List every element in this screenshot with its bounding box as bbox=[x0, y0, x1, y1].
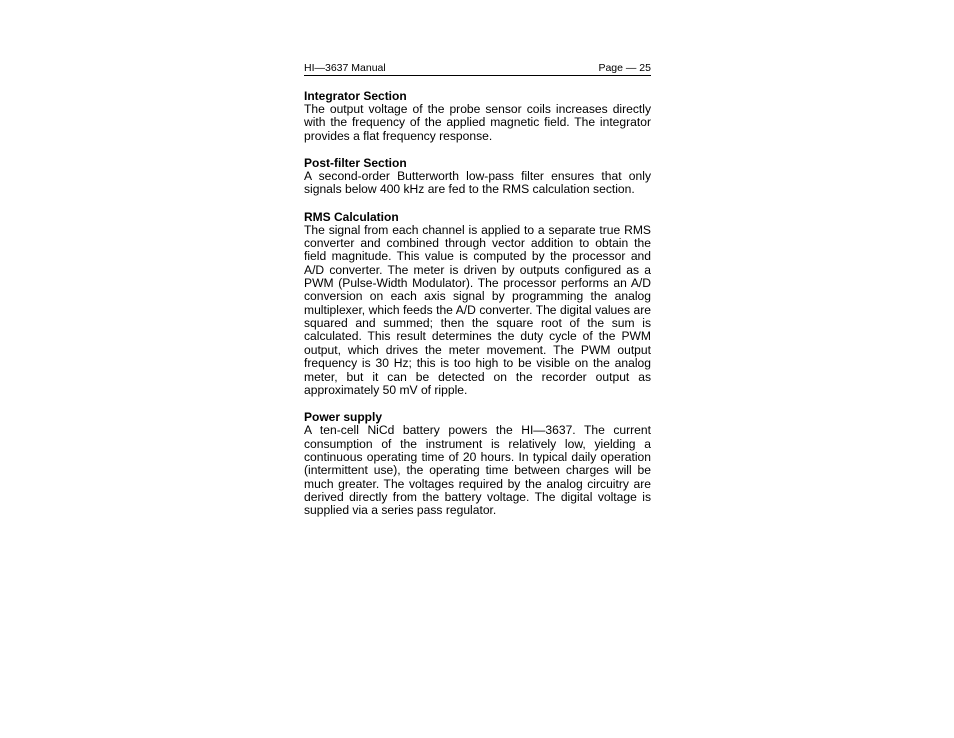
section-paragraph: The output voltage of the probe sensor coils increases directly with the frequency of the applied magnetic field. The integrator provides a flat frequency response. bbox=[304, 102, 651, 143]
document-title: HI—3637 Manual bbox=[304, 62, 386, 74]
manual-page bbox=[304, 62, 651, 532]
section-heading: Integrator Section bbox=[304, 89, 407, 103]
page-number: Page — 25 bbox=[598, 62, 651, 74]
section-heading: Post-filter Section bbox=[304, 156, 407, 171]
section-heading: RMS Calculation bbox=[304, 209, 399, 224]
section-paragraph: A second-order Butterworth low-pass filter ensures that only signals below 400 kHz are fed to the RMS calculation section. bbox=[304, 169, 651, 197]
section-paragraph: The signal from each channel is applied to a separate true RMS converter and combined through vector addition to obtain the field magnitude. This value is computed by the processor and A/D converter. The meter is driven by outputs configured as a PWM (Pulse-Width Modulator). The processor performs an A/D conversion on each axis signal by programming the analog multiplexer, which feeds the A/D converter. The digital values are squared and summed; then the square root of the sum is calculated. This result determines the duty cycle of the PWM output, which drives the meter movement. The PWM output frequency is 30 Hz; this is too high to be visible on the analog meter, but it can be detected on the recorder output as approximately 50 mV of ripple. bbox=[304, 222, 651, 397]
section-power-supply bbox=[304, 411, 651, 517]
sections-container bbox=[304, 90, 651, 518]
section-paragraph: A ten-cell NiCd battery powers the HI—3637. The current consumption of the instrument is relatively low, yielding a continuous operating time of 20 hours. In typical daily operation (intermittent use), the operating time between charges will be much greater. The voltages required by the analog circuitry are derived directly from the battery voltage. The digital voltage is supplied via a series pass regulator. bbox=[304, 423, 651, 518]
running-header bbox=[304, 62, 651, 76]
section-post-filter bbox=[304, 157, 651, 197]
section-integrator bbox=[304, 90, 651, 143]
section-heading: Power supply bbox=[304, 410, 383, 425]
section-rms-calculation bbox=[304, 211, 651, 397]
